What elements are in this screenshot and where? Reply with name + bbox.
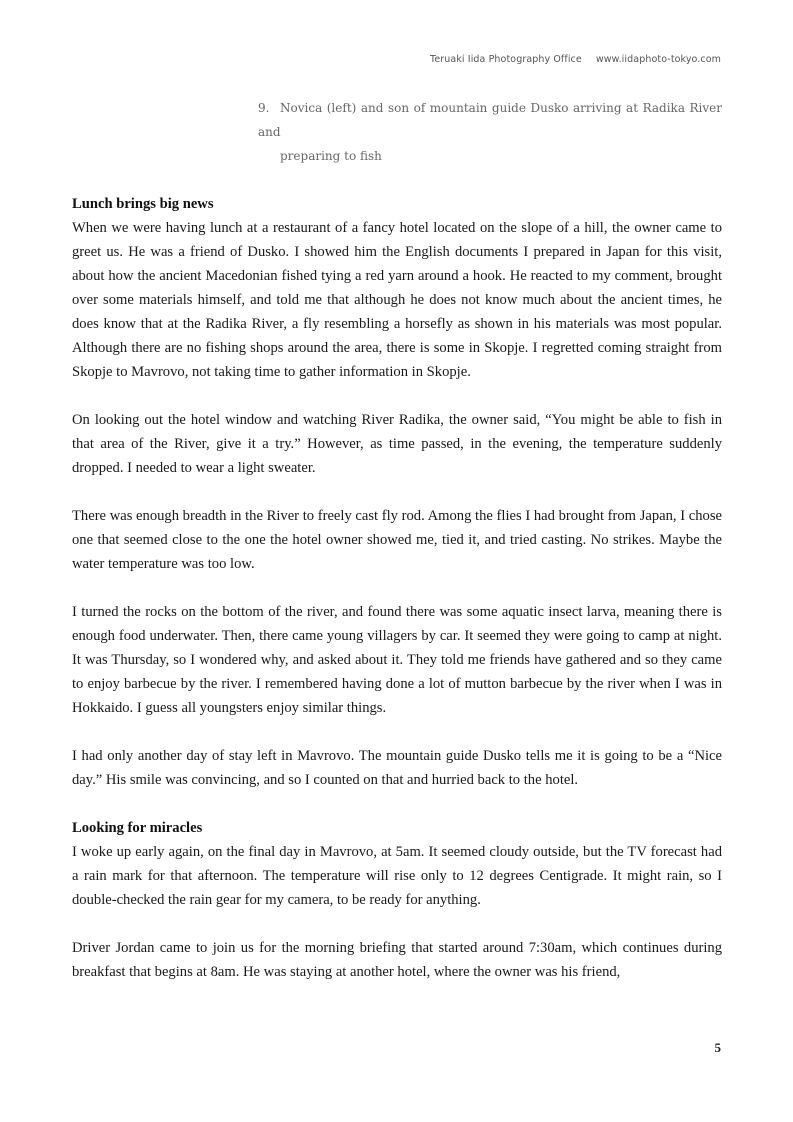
caption-number: 9. (258, 101, 270, 115)
article-body (72, 192, 722, 984)
header-website: www.iidaphoto-tokyo.com (595, 54, 721, 65)
paragraph: When we were having lunch at a restaurant of a fancy hotel located on the slope of a hill, the owner came to greet us. He was a friend of Dusko. I showed him the English documents I prepared in Japan for this visit, about how the ancient Macedonian fished tying a red yarn around a hook. He reacted to my comment, brought over some materials himself, and told me that although he does not know much about the ancient times, he does know that at the Radika River, a fly resembling a horsefly as shown in his materials was most popular. Although there are no fishing shops around the area, there is some in Skopje. I regretted coming straight from Skopje to Mavrovo, not taking time to gather information in Skopje. (72, 220, 722, 380)
page-header (430, 54, 721, 65)
paragraph: I turned the rocks on the bottom of the river, and found there was some aquatic insect larva, meaning there is enough food underwater. Then, there came young villagers by car. It seemed they were going to camp at night. It was Thursday, so I wondered why, and asked about it. They told me friends have gathered and so they came to enjoy barbecue by the river. I remembered having done a lot of mutton barbecue by the river when I was in Hokkaido. I guess all youngsters enjoy similar things. (72, 604, 722, 716)
caption-continuation: preparing to fish (280, 149, 382, 163)
section-heading-lunch: Lunch brings big news (72, 196, 214, 212)
paragraph: On looking out the hotel window and watching River Radika, the owner said, “You might be able to fish in that area of the River, give it a try.” However, as time passed, in the evening, the temperature suddenly dropped. I needed to wear a light sweater. (72, 412, 722, 476)
caption-text: Novica (left) and son of mountain guide Dusko arriving at Radika River and (258, 101, 722, 139)
paragraph: I had only another day of stay left in Mavrovo. The mountain guide Dusko tells me it is going to be a “Nice day.” His smile was convincing, and so I counted on that and hurried back to the hotel. (72, 748, 722, 788)
paragraph: Driver Jordan came to join us for the morning briefing that started around 7:30am, which continues during breakfast that begins at 8am. He was staying at another hotel, where the owner was his friend, (72, 940, 722, 980)
section-heading-miracles: Looking for miracles (72, 820, 203, 836)
paragraph: There was enough breadth in the River to freely cast fly rod. Among the flies I had brought from Japan, I chose one that seemed close to the one the hotel owner showed me, tied it, and tried casting. No strikes. Maybe the water temperature was too low. (72, 508, 722, 572)
header-office-name: Teruaki Iida Photography Office (430, 54, 582, 65)
paragraph: I woke up early again, on the final day in Mavrovo, at 5am. It seemed cloudy outside, but the TV forecast had a rain mark for that afternoon. The temperature will rise only to 12 degrees Centigrade. It might rain, so I double-checked the rain gear for my camera, to be ready for anything. (72, 844, 722, 908)
page-number: 5 (714, 1040, 721, 1055)
photo-caption (258, 96, 722, 168)
